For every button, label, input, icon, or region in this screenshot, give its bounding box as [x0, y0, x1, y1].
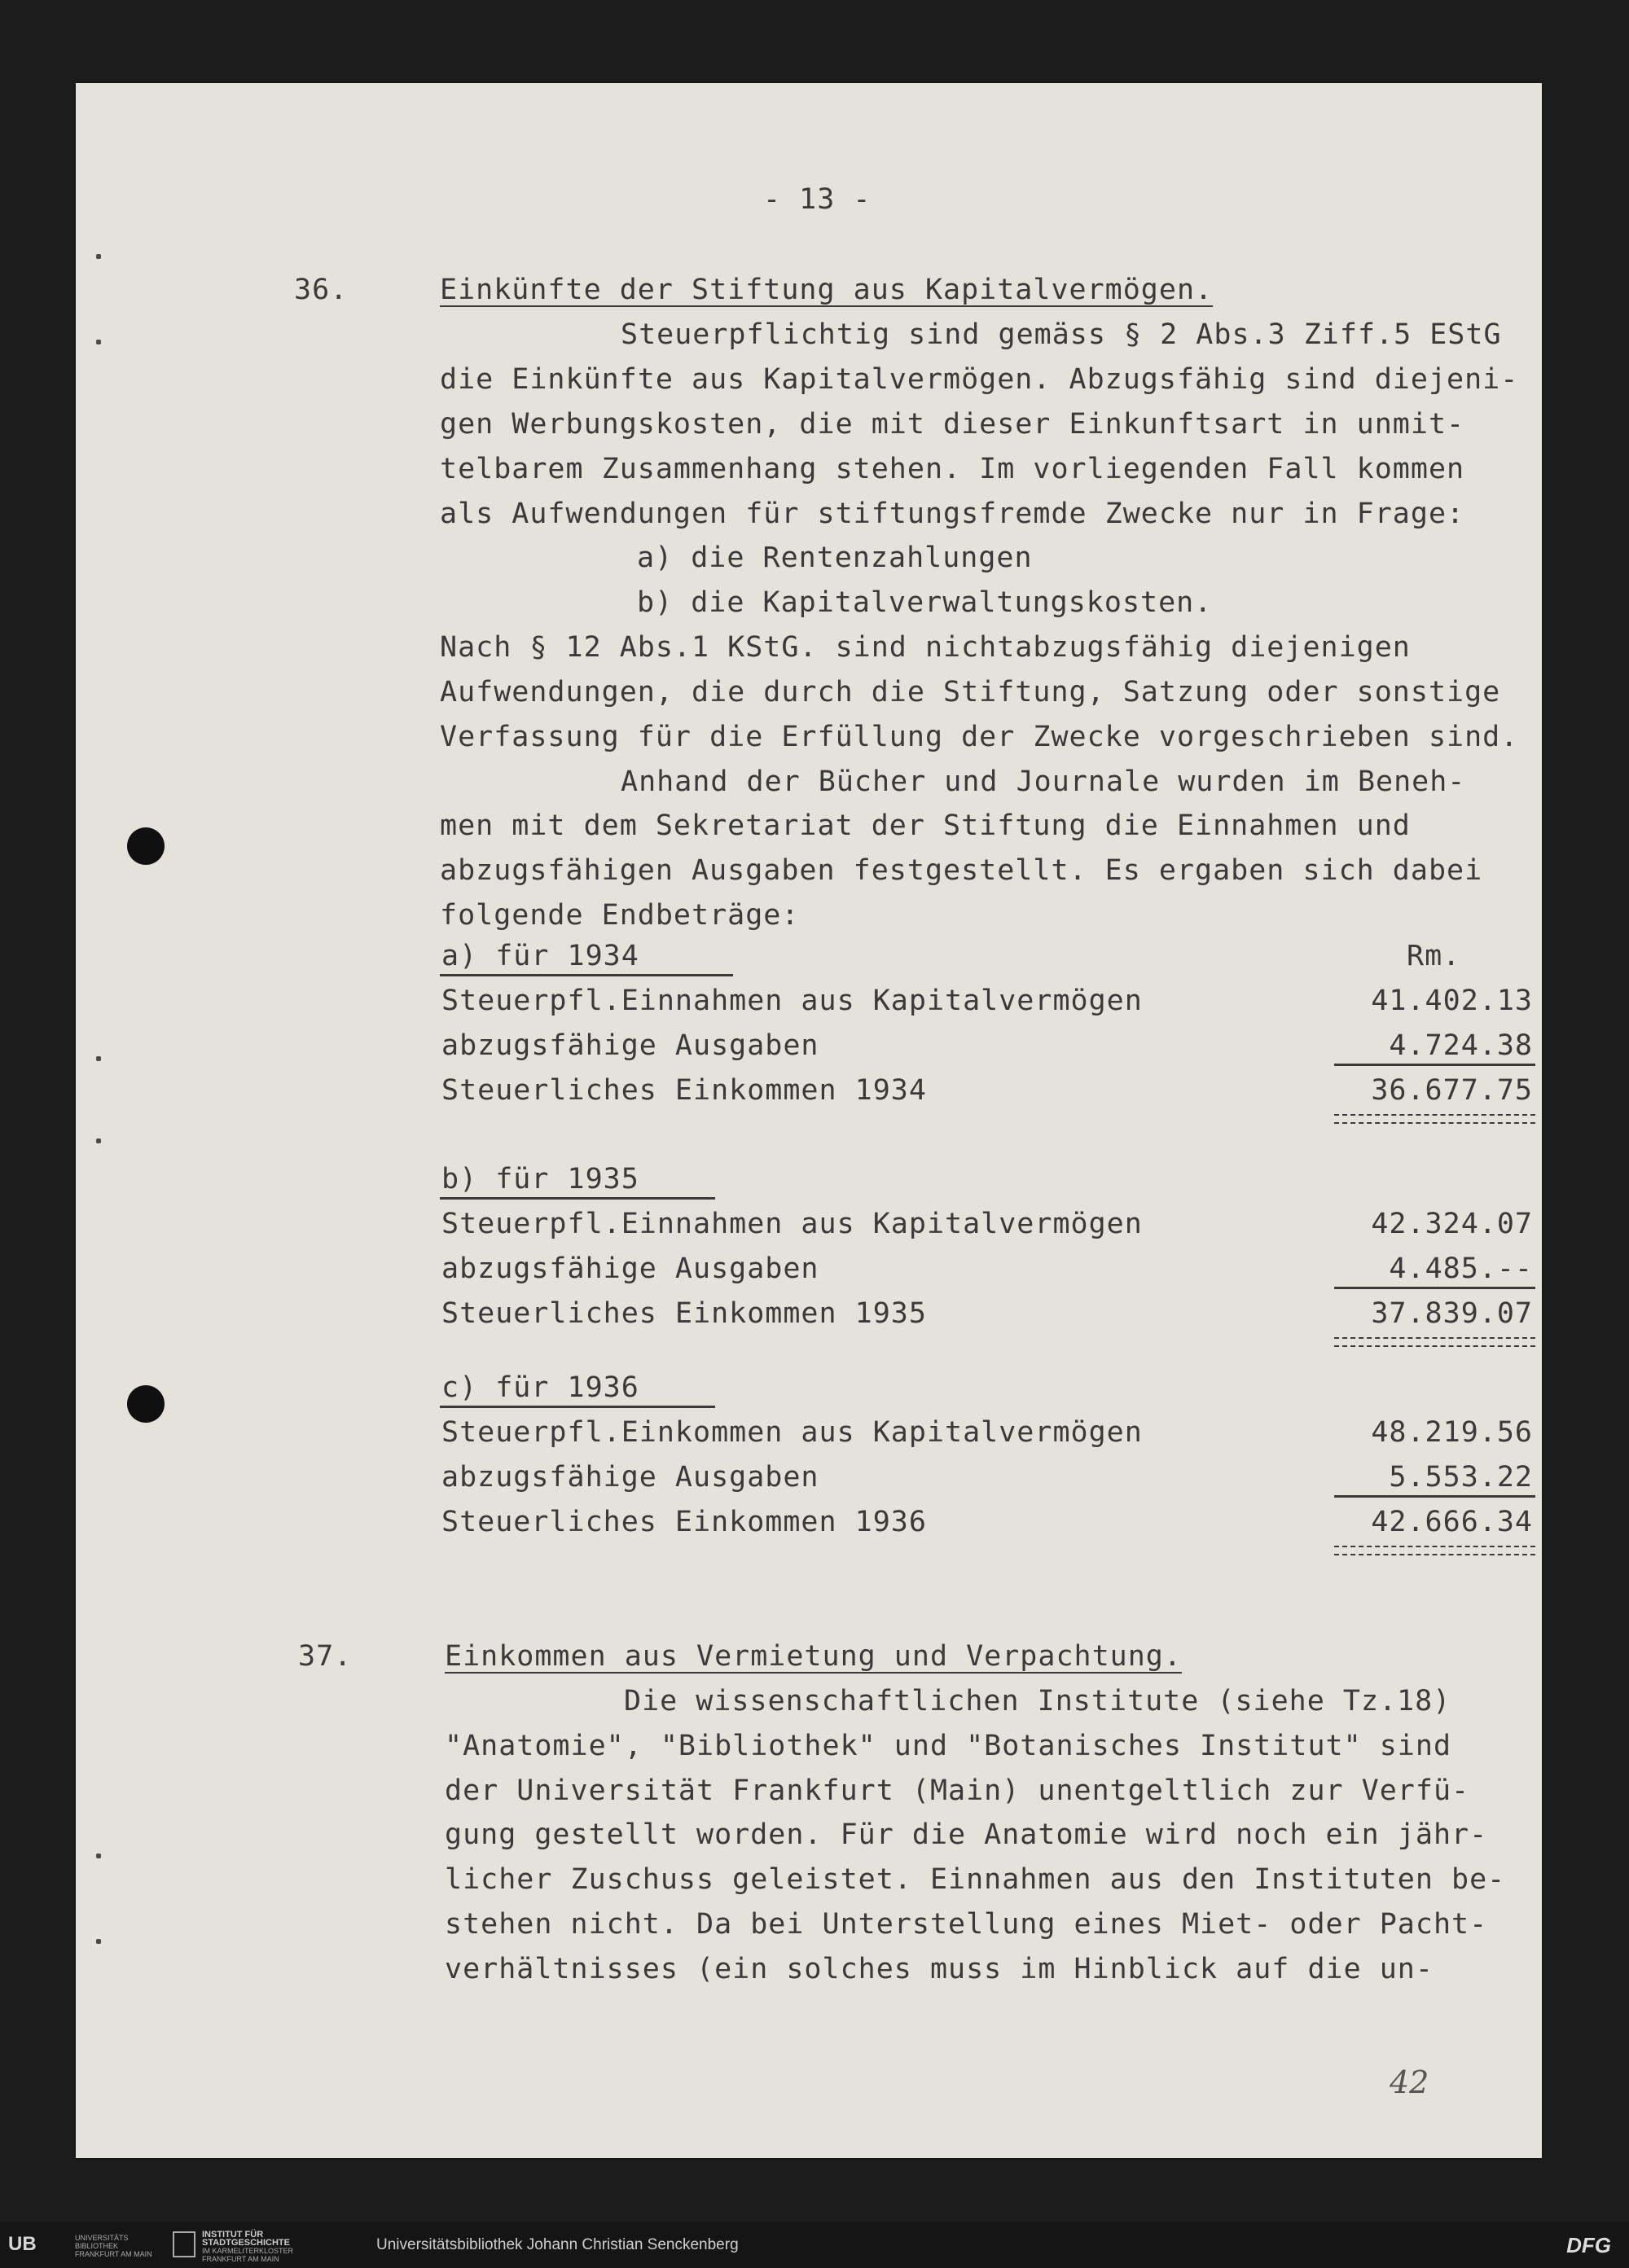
s36-line: Aufwendungen, die durch die Stiftung, Satzung oder sonstige: [440, 676, 1501, 708]
ub-text: UNIVERSITÄTS BIBLIOTHEK FRANKFURT AM MAIN: [75, 2234, 152, 2258]
margin-mark: [96, 1056, 101, 1061]
punch-hole: [127, 1385, 165, 1423]
ub-logo: UB: [8, 2233, 37, 2255]
row-label: Steuerliches Einkommen 1934: [441, 1074, 927, 1107]
row-value: 36.677.75: [1371, 1074, 1533, 1107]
page-number: - 13 -: [763, 183, 872, 216]
s37-line: licher Zuschuss geleistet. Einnahmen aus den Instituten be-: [445, 1863, 1506, 1896]
s36-line: Anhand der Bücher und Journale wurden im Beneh-: [621, 766, 1466, 798]
s37-line: verhältnisses (ein solches muss im Hinblick auf die un-: [445, 1953, 1434, 1985]
institut-text: INSTITUT FÜR STADTGESCHICHTE IM KARMELITERKLOSTER FRANKFURT AM MAIN: [202, 2230, 294, 2263]
year-heading-1935: b) für 1935: [441, 1163, 639, 1195]
section-36-title: Einkünfte der Stiftung aus Kapitalvermögen.: [440, 274, 1214, 306]
section-36-number: 36.: [294, 274, 349, 306]
row-value: 4.724.38: [1389, 1029, 1533, 1062]
heading-underline: [440, 1406, 715, 1408]
footer-bar: [0, 2222, 1629, 2268]
s37-line: der Universität Frankfurt (Main) unentgeltlich zur Verfü-: [445, 1774, 1470, 1807]
s36-line: Nach § 12 Abs.1 KStG. sind nichtabzugsfähig diejenigen: [440, 631, 1411, 664]
s36-line: folgende Endbeträge:: [440, 899, 800, 932]
s36-line: men mit dem Sekretariat der Stiftung die Einnahmen und: [440, 809, 1411, 842]
row-value: 42.666.34: [1371, 1506, 1533, 1538]
punch-hole: [127, 827, 165, 865]
row-value: 48.219.56: [1371, 1416, 1533, 1449]
s37-line: gung gestellt worden. Für die Anatomie wird noch ein jähr-: [445, 1818, 1488, 1851]
margin-mark: [96, 340, 101, 344]
double-rule: [1334, 1114, 1535, 1124]
margin-mark: [96, 1853, 101, 1858]
currency-label: Rm.: [1407, 940, 1461, 972]
sum-rule: [1334, 1287, 1535, 1289]
s36-line: Verfassung für die Erfüllung der Zwecke vorgeschrieben sind.: [440, 721, 1519, 753]
s36-line: abzugsfähigen Ausgaben festgestellt. Es ergaben sich dabei: [440, 854, 1483, 887]
s37-line: stehen nicht. Da bei Unterstellung eines Miet- oder Pacht-: [445, 1908, 1488, 1941]
row-value: 42.324.07: [1371, 1208, 1533, 1240]
row-label: abzugsfähige Ausgaben: [441, 1252, 819, 1285]
section-37-number: 37.: [298, 1640, 353, 1673]
s36-line: Steuerpflichtig sind gemäss § 2 Abs.3 Ziff.5 EStG: [621, 318, 1502, 351]
sum-rule: [1334, 1064, 1535, 1066]
row-value: 4.485.--: [1389, 1252, 1533, 1285]
row-label: Steuerpfl.Einnahmen aus Kapitalvermögen: [441, 985, 1143, 1017]
year-heading-1936: c) für 1936: [441, 1371, 639, 1404]
heading-underline: [440, 1197, 715, 1200]
heading-underline: [440, 974, 733, 976]
year-heading-1934: a) für 1934: [441, 940, 639, 972]
library-name: Universitätsbibliothek Johann Christian Senckenberg: [376, 2236, 739, 2253]
s37-line: "Anatomie", "Bibliothek" und "Botanisches Institut" sind: [445, 1730, 1452, 1762]
double-rule: [1334, 1546, 1535, 1555]
row-value: 5.553.22: [1389, 1461, 1533, 1494]
row-label: Steuerliches Einkommen 1935: [441, 1297, 927, 1330]
s36-line: a) die Rentenzahlungen: [637, 542, 1033, 574]
row-label: Steuerpfl.Einkommen aus Kapitalvermögen: [441, 1416, 1143, 1449]
double-rule: [1334, 1337, 1535, 1347]
sum-rule: [1334, 1495, 1535, 1498]
s36-line: telbarem Zusammenhang stehen. Im vorliegenden Fall kommen: [440, 453, 1465, 485]
s36-line: als Aufwendungen für stiftungsfremde Zwecke nur in Frage:: [440, 498, 1465, 530]
row-value: 41.402.13: [1371, 985, 1533, 1017]
institut-icon: [173, 2231, 195, 2257]
handwritten-page-number: 42: [1390, 2064, 1429, 2100]
margin-mark: [96, 1939, 101, 1944]
row-value: 37.839.07: [1371, 1297, 1533, 1330]
row-label: Steuerliches Einkommen 1936: [441, 1506, 927, 1538]
margin-mark: [96, 254, 101, 259]
row-label: abzugsfähige Ausgaben: [441, 1461, 819, 1494]
s36-line: b) die Kapitalverwaltungskosten.: [637, 586, 1213, 619]
row-label: Steuerpfl.Einnahmen aus Kapitalvermögen: [441, 1208, 1143, 1240]
section-37-title: Einkommen aus Vermietung und Verpachtung.: [445, 1640, 1182, 1673]
dfg-logo: DFG: [1566, 2233, 1611, 2257]
margin-mark: [96, 1138, 101, 1143]
s36-line: gen Werbungskosten, die mit dieser Einkunftsart in unmit-: [440, 408, 1465, 441]
s37-line: Die wissenschaftlichen Institute (siehe Tz.18): [624, 1685, 1451, 1717]
s36-line: die Einkünfte aus Kapitalvermögen. Abzugsfähig sind diejeni-: [440, 363, 1519, 396]
row-label: abzugsfähige Ausgaben: [441, 1029, 819, 1062]
